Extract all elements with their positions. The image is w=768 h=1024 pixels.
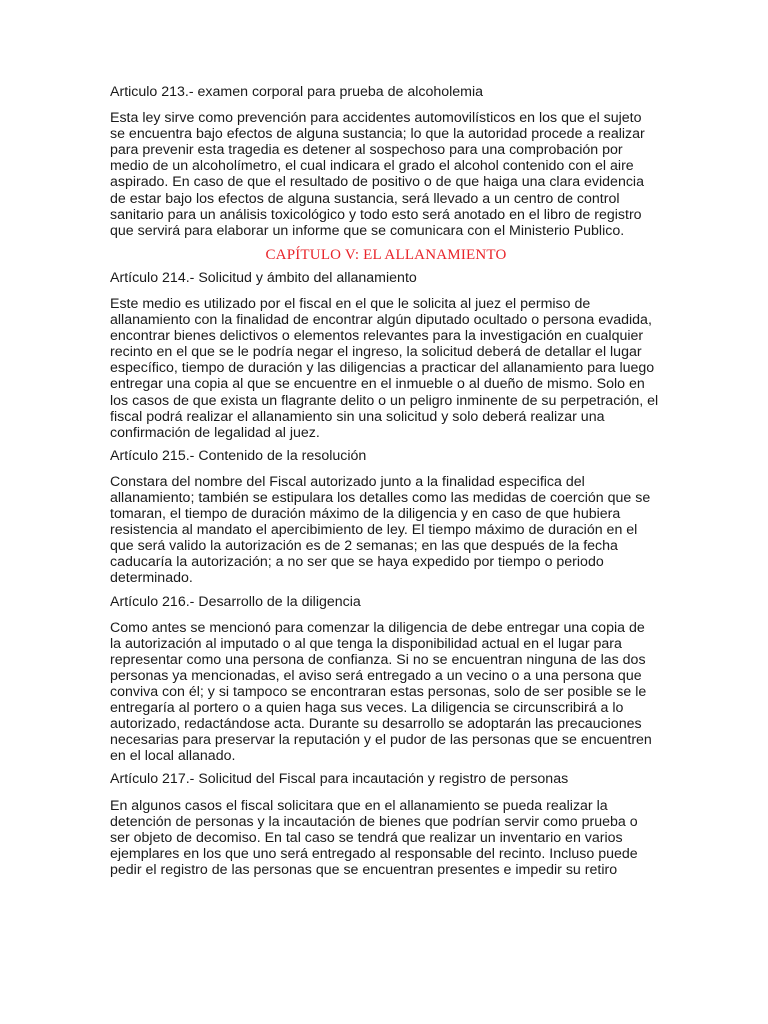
paragraph-line: autorizado, redactándose acta. Durante su desarrollo se adoptarán las precauciones (110, 716, 642, 733)
paragraph-line: la autorización al imputado o al que tenga la disponibilidad actual en el lugar para (110, 635, 622, 652)
article-paragraph (110, 110, 662, 239)
paragraph-line: específico, tiempo de duración y las diligencias a practicar del allanamiento para luego (110, 360, 655, 377)
article-heading: Artículo 217.- Solicitud del Fiscal para incautación y registro de personas (110, 771, 569, 788)
article-paragraph (110, 296, 662, 441)
paragraph-line: en el local allanado. (110, 748, 236, 765)
paragraph-line: fiscal podrá realizar el allanamiento sin una solicitud y solo deberá realizar una (110, 408, 605, 425)
paragraph-line: entregar una copia al que se encuentre en el inmueble o al dueño de mismo. Solo en (110, 376, 645, 393)
article-heading: Artículo 215.- Contenido de la resolución (110, 447, 367, 464)
paragraph-line: sanitario para un análisis toxicológico y todo esto será anotado en el libro de registro (110, 206, 642, 223)
paragraph-line: resistencia al mandato el apercibimiento de ley. El tiempo máximo de duración en el (110, 522, 638, 539)
paragraph-line: recinto en el que se le podría negar el ingreso, la solicitud deberá de detallar el lugar (110, 344, 642, 361)
paragraph-line: ejemplares en los que uno será entregado al responsable del recinto. Incluso puede (110, 845, 638, 862)
paragraph-line: Esta ley sirve como prevención para accidentes automovilísticos en los que el sujeto (110, 110, 642, 127)
paragraph-line: los casos de que exista un flagrante delito o un peligro inminente de su perpetración, el (110, 392, 659, 409)
paragraph-line: aspirado. En caso de que el resultado de positivo o de que haiga una clara evidencia (110, 174, 644, 191)
paragraph-line: Como antes se mencionó para comenzar la diligencia de debe entregar una copia de (110, 619, 645, 636)
article-heading: Artículo 216.- Desarrollo de la diligencia (110, 593, 361, 610)
paragraph-line: allanamiento; también se estipulara los detalles como las medidas de coerción que se (110, 489, 651, 506)
paragraph-line: pedir el registro de las personas que se encuentran presentes e impedir su retiro (110, 861, 618, 878)
paragraph-line: Este medio es utilizado por el fiscal en el que le solicita al juez el permiso de (110, 295, 591, 312)
article-215 (110, 448, 662, 587)
chapter-title: CAPÍTULO V: EL ALLANAMIENTO (265, 246, 507, 263)
paragraph-line: En algunos casos el fiscal solicitara que en el allanamiento se pueda realizar la (110, 797, 608, 814)
article-217 (110, 771, 662, 878)
article-213 (110, 84, 662, 239)
article-paragraph (110, 474, 662, 587)
paragraph-line: confirmación de legalidad al juez. (110, 424, 320, 441)
paragraph-line: encontrar bienes delictivos o elementos relevantes para la investigación en cualquier (110, 328, 644, 345)
article-216 (110, 594, 662, 765)
paragraph-line: personas ya mencionadas, el aviso será entregado a un vecino o a una persona que (110, 667, 642, 684)
paragraph-line: ser objeto de decomiso. En tal caso se tendrá que realizar un inventario en varios (110, 829, 623, 846)
paragraph-line: necesarias para preservar la reputación y el pudor de las personas que se encuentren (110, 732, 652, 749)
paragraph-line: tomaran, el tiempo de duración máximo de la diligencia y en caso de que hubiera (110, 506, 621, 523)
paragraph-line: conviva con él; y si tampoco se encontraran estas personas, solo de ser posible se le (110, 684, 647, 700)
article-paragraph (110, 798, 662, 878)
paragraph-line: Constara del nombre del Fiscal autorizado junto a la finalidad especifica del (110, 473, 585, 490)
paragraph-line: representar como una persona de confianza. Si no se encuentran ninguna de las dos (110, 651, 646, 668)
paragraph-line: medio de un alcoholímetro, el cual indicara el grado el alcohol contenido con el aire (110, 158, 634, 175)
paragraph-line: determinado. (110, 570, 193, 587)
paragraph-line: caducaría la autorización; a no ser que se haya expedido por tiempo o periodo (110, 554, 604, 571)
paragraph-line: de estar bajo los efectos de alguna sustancia, será llevado a un centro de control (110, 190, 620, 207)
article-heading: Articulo 213.- examen corporal para prueba de alcoholemia (110, 84, 484, 100)
paragraph-line: que será valido la autorización es de 2 semanas; en las que después de la fecha (110, 538, 618, 555)
paragraph-line: allanamiento con la finalidad de encontrar algún diputado ocultado o persona evadida, (110, 312, 652, 329)
article-paragraph (110, 620, 662, 765)
paragraph-line: se encuentra bajo efectos de alguna sustancia; lo que la autoridad procede a realizar (110, 126, 645, 143)
paragraph-line: detención de personas y la incautación de bienes que podrían servir como prueba o (110, 813, 638, 830)
paragraph-line: entregaría al portero o a quien haga sus veces. La diligencia se circunscribirá a lo (110, 700, 624, 717)
article-214 (110, 270, 662, 441)
paragraph-line: que servirá para elaborar un informe que se comunicara con el Ministerio Publico. (110, 222, 625, 239)
paragraph-line: para prevenir esta tragedia es detener al sospechoso para una comprobación por (110, 142, 623, 159)
document-page (110, 84, 662, 885)
article-heading: Artículo 214.- Solicitud y ámbito del allanamiento (110, 269, 417, 286)
